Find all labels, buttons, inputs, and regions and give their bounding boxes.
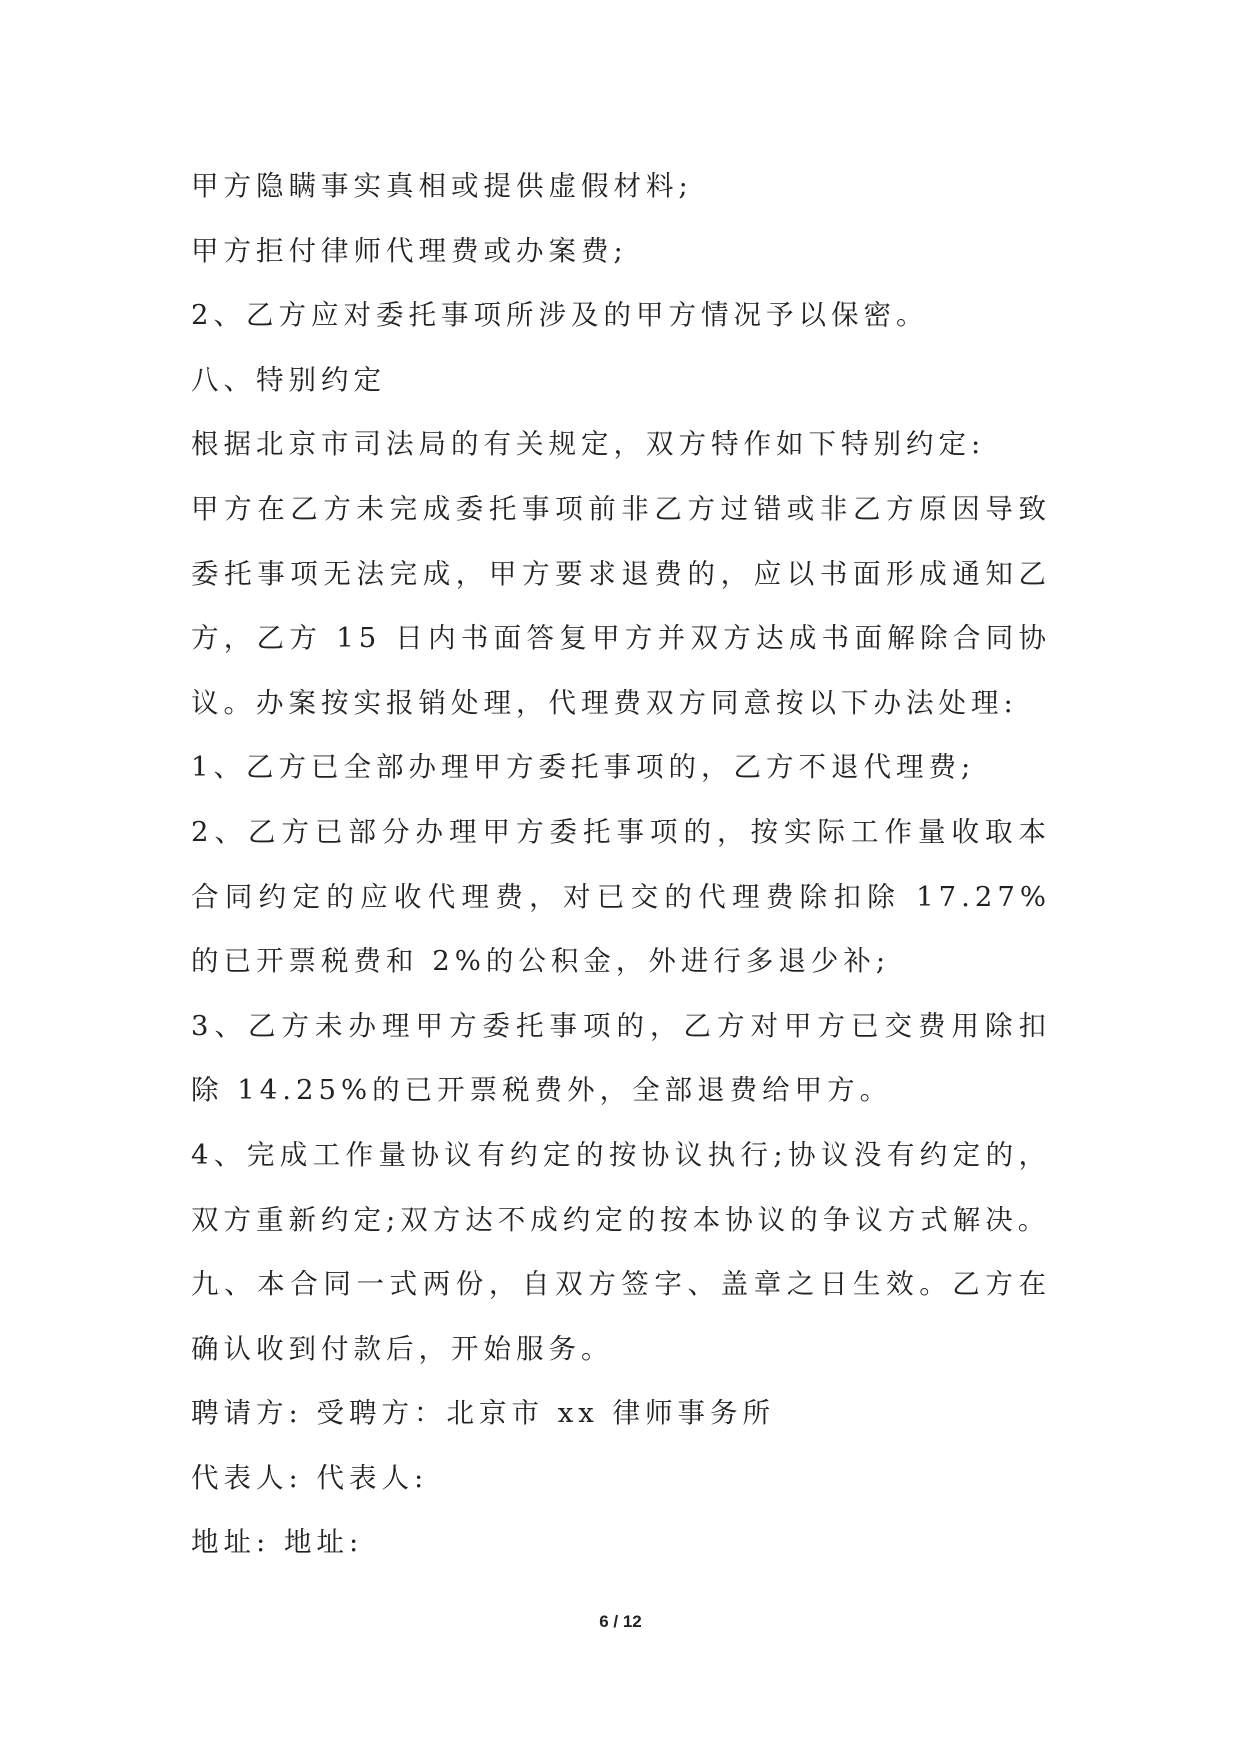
paragraph-refund-conditions: 甲方在乙方未完成委托事项前非乙方过错或非乙方原因导致委托事项无法完成，甲方要求退费的，应以书面形成通知乙方，乙方 15 日内书面答复甲方并双方达成书面解除合同协议。办案按实报销处理，代理费双方同意按以下办法处理: — [191, 492, 1051, 719]
paragraph-concealment: 甲方隐瞒事实真相或提供虚假材料; — [191, 170, 693, 202]
paragraph-refuse-fee: 甲方拒付律师代理费或办案费; — [191, 234, 628, 267]
signature-representatives: 代表人: 代表人: — [191, 1461, 429, 1494]
page-number: 6 / 12 — [599, 1612, 642, 1631]
paragraph-confidentiality: 2、乙方应对委托事项所涉及的甲方情况予以保密。 — [191, 299, 929, 332]
list-item-workload-agreement: 4、完成工作量协议有约定的按协议执行;协议没有约定的，双方重新约定;双方达不成约定的按本协议的争议方式解决。 — [191, 1138, 1051, 1236]
section-heading-special-agreement: 八、特别约定 — [191, 363, 386, 396]
paragraph-regulation-basis: 根据北京市司法局的有关规定，双方特作如下特别约定: — [191, 428, 986, 461]
signature-parties: 聘请方: 受聘方：北京市 xx 律师事务所 — [191, 1397, 776, 1430]
list-item-full-handled: 1、乙方已全部办理甲方委托事项的，乙方不退代理费; — [191, 751, 976, 784]
section-contract-effect: 九、本合同一式两份，自双方签字、盖章之日生效。乙方在确认收到付款后，开始服务。 — [191, 1268, 1051, 1365]
document-body — [191, 154, 1051, 1575]
list-item-partial-handled: 2、乙方已部分办理甲方委托事项的，按实际工作量收取本合同约定的应收代理费，对已交的代理费除扣除 17.27%的已开票税费和 2%的公积金，外进行多退少补; — [191, 815, 1051, 978]
signature-addresses: 地址: 地址: — [191, 1526, 364, 1559]
list-item-not-handled: 3、乙方未办理甲方委托事项的，乙方对甲方已交费用除扣除 14.25%的已开票税费外，全部退费给甲方。 — [191, 1009, 1051, 1107]
